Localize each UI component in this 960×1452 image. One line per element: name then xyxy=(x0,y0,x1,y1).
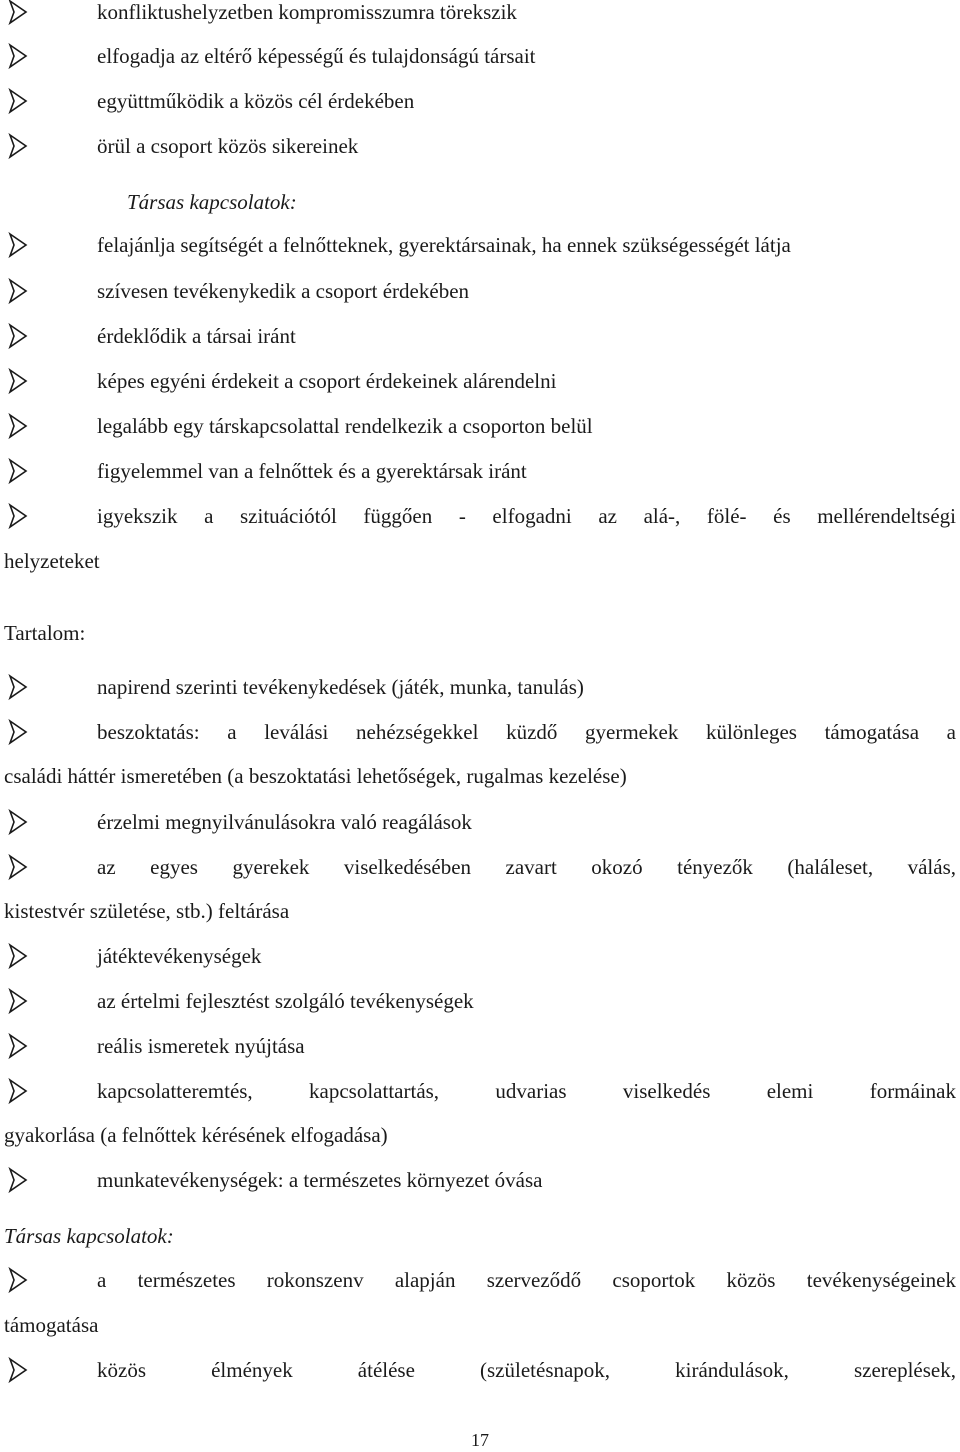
list-item: az értelmi fejlesztést szolgáló tevékenységek xyxy=(0,986,960,1016)
arrowhead-bullet-icon xyxy=(6,0,30,27)
arrowhead-bullet-icon xyxy=(6,717,30,747)
list-item: reális ismeretek nyújtása xyxy=(0,1031,960,1061)
list-item: napirend szerinti tevékenykedések (játék, munka, tanulás) xyxy=(0,672,960,702)
section-heading: Tartalom: xyxy=(4,621,86,645)
list-item-continuation: gyakorlása (a felnőttek kérésének elfogadása) xyxy=(4,1123,388,1147)
arrowhead-bullet-icon xyxy=(6,276,30,306)
arrowhead-bullet-icon xyxy=(6,86,30,116)
arrowhead-bullet-icon xyxy=(6,852,30,882)
list-item: a természetes rokonszenv alapján szerveződő csoportok közös tevékenységeinek xyxy=(0,1265,960,1295)
list-item: örül a csoport közös sikereinek xyxy=(0,131,960,161)
list-item: szívesen tevékenykedik a csoport érdekében xyxy=(0,276,960,306)
list-item: érdeklődik a társai iránt xyxy=(0,321,960,351)
arrowhead-bullet-icon xyxy=(6,411,30,441)
arrowhead-bullet-icon xyxy=(6,1265,30,1295)
list-item: figyelemmel van a felnőttek és a gyerektársak iránt xyxy=(0,456,960,486)
list-item: munkatevékenységek: a természetes környezet óvása xyxy=(0,1165,960,1195)
arrowhead-bullet-icon xyxy=(6,672,30,702)
arrowhead-bullet-icon xyxy=(6,1355,30,1385)
arrowhead-bullet-icon xyxy=(6,807,30,837)
list-item: elfogadja az eltérő képességű és tulajdonságú társait xyxy=(0,41,960,71)
arrowhead-bullet-icon xyxy=(6,230,30,260)
list-item: igyekszik a szituációtól függően - elfogadni az alá-, fölé- és mellérendeltségi xyxy=(0,501,960,531)
section-heading: Társas kapcsolatok: xyxy=(127,190,297,214)
arrowhead-bullet-icon xyxy=(6,501,30,531)
page-number: 17 xyxy=(471,1430,489,1450)
list-item: érzelmi megnyilvánulásokra való reagálások xyxy=(0,807,960,837)
section-heading: Társas kapcsolatok: xyxy=(4,1224,174,1248)
arrowhead-bullet-icon xyxy=(6,131,30,161)
list-item-continuation: helyzeteket xyxy=(4,549,100,573)
list-item: legalább egy társkapcsolattal rendelkezik a csoporton belül xyxy=(0,411,960,441)
list-item: játéktevékenységek xyxy=(0,941,960,971)
arrowhead-bullet-icon xyxy=(6,321,30,351)
list-item: képes egyéni érdekeit a csoport érdekeinek alárendelni xyxy=(0,366,960,396)
list-item-continuation: támogatása xyxy=(4,1313,99,1337)
arrowhead-bullet-icon xyxy=(6,986,30,1016)
list-item: konfliktushelyzetben kompromisszumra törekszik xyxy=(0,0,960,27)
list-item: közös élmények átélése (születésnapok, kirándulások, szereplések, xyxy=(0,1355,960,1385)
arrowhead-bullet-icon xyxy=(6,41,30,71)
list-item: felajánlja segítségét a felnőtteknek, gyerektársainak, ha ennek szükségességét látja xyxy=(0,230,960,260)
arrowhead-bullet-icon xyxy=(6,941,30,971)
list-item-continuation: kistestvér születése, stb.) feltárása xyxy=(4,899,290,923)
list-item: kapcsolatteremtés, kapcsolattartás, udvarias viselkedés elemi formáinak xyxy=(0,1076,960,1106)
arrowhead-bullet-icon xyxy=(6,366,30,396)
arrowhead-bullet-icon xyxy=(6,1165,30,1195)
arrowhead-bullet-icon xyxy=(6,1076,30,1106)
list-item: beszoktatás: a leválási nehézségekkel küzdő gyermekek különleges támogatása a xyxy=(0,717,960,747)
list-item-continuation: családi háttér ismeretében (a beszoktatási lehetőségek, rugalmas kezelése) xyxy=(4,764,627,788)
arrowhead-bullet-icon xyxy=(6,456,30,486)
list-item: együttműködik a közös cél érdekében xyxy=(0,86,960,116)
list-item: az egyes gyerekek viselkedésében zavart okozó tényezők (haláleset, válás, xyxy=(0,852,960,882)
arrowhead-bullet-icon xyxy=(6,1031,30,1061)
